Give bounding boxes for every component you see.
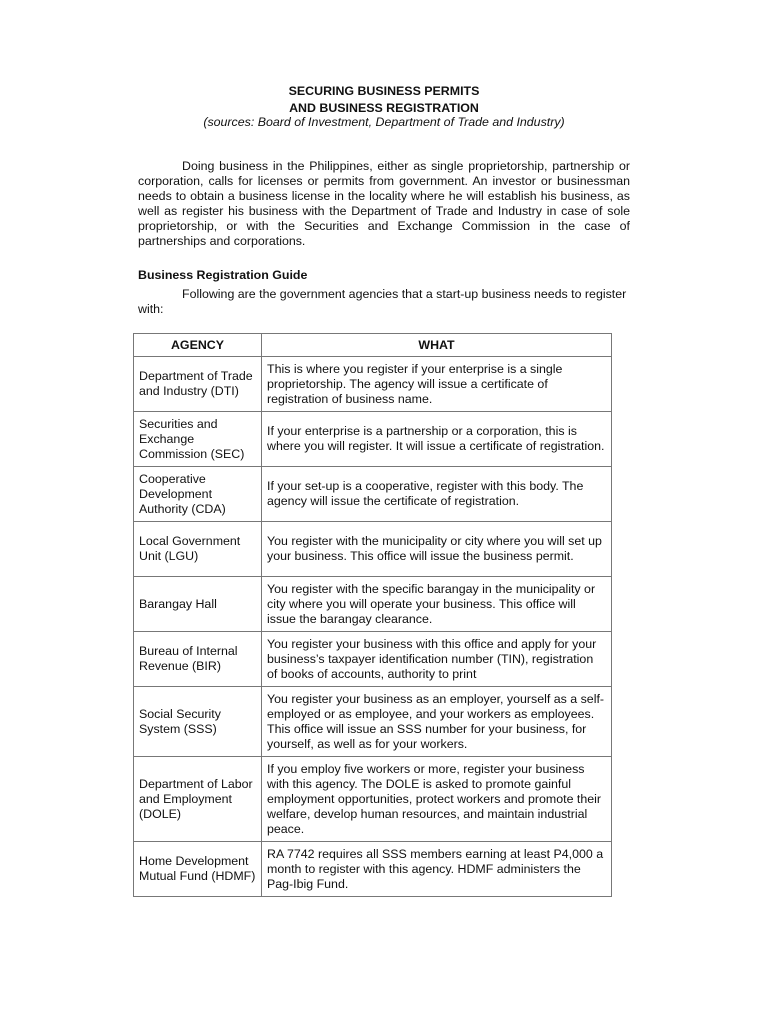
- table-row: [134, 842, 612, 897]
- what-cell: If your enterprise is a partnership or a corporation, this is where you will register. It will issue a certificate of registration.: [262, 412, 612, 467]
- table-row: [134, 757, 612, 842]
- header-agency: AGENCY: [134, 334, 262, 357]
- section-heading: Business Registration Guide: [138, 268, 308, 282]
- agency-cell: Barangay Hall: [134, 577, 262, 632]
- agency-cell: Department of Trade and Industry (DTI): [134, 357, 262, 412]
- what-cell: You register your business with this office and apply for your business’s taxpayer identification number (TIN), registration of books of accounts, authority to print: [262, 632, 612, 687]
- sources-note: (sources: Board of Investment, Department of Trade and Industry): [203, 115, 565, 129]
- agency-cell: Home Development Mutual Fund (HDMF): [134, 842, 262, 897]
- table-row: [134, 522, 612, 577]
- intro-paragraph: Doing business in the Philippines, either as single proprietorship, partnership or corporation, calls for licenses or permits from government. An investor or businessman needs to obtain a business license in the locality where he will establish his business, as well as register his business with the Department of Trade and Industry in case of sole proprietorship, or with the Securities and Exchange Commission in the case of partnerships and corporations.: [138, 159, 630, 248]
- agency-cell: Securities and Exchange Commission (SEC): [134, 412, 262, 467]
- lead-paragraph: Following are the government agencies that a start-up business needs to register with:: [138, 287, 627, 316]
- what-cell: You register your business as an employer, yourself as a self-employed or as employee, and your workers as employees. This office will issue an SSS number for your business, for yourself, as well as for your workers.: [262, 687, 612, 757]
- what-cell: You register with the specific barangay in the municipality or city where you will operate your business. This office will issue the barangay clearance.: [262, 577, 612, 632]
- agency-cell: Local Government Unit (LGU): [134, 522, 262, 577]
- title-line-2: AND BUSINESS REGISTRATION: [289, 101, 479, 115]
- table-row: [134, 467, 612, 522]
- agency-cell: Cooperative Development Authority (CDA): [134, 467, 262, 522]
- agency-cell: Department of Labor and Employment (DOLE): [134, 757, 262, 842]
- title-line-1: SECURING BUSINESS PERMITS: [288, 84, 480, 98]
- table-header-row: [134, 334, 612, 357]
- table-row: [134, 577, 612, 632]
- table-row: [134, 412, 612, 467]
- what-cell: You register with the municipality or city where you will set up your business. This office will issue the business permit.: [262, 522, 612, 577]
- what-cell: If your set-up is a cooperative, register with this body. The agency will issue the certificate of registration.: [262, 467, 612, 522]
- document-title: [0, 83, 768, 117]
- agency-table: [133, 333, 612, 897]
- table-row: [134, 687, 612, 757]
- agency-cell: Bureau of Internal Revenue (BIR): [134, 632, 262, 687]
- what-cell: RA 7742 requires all SSS members earning at least P4,000 a month to register with this agency. HDMF administers the Pag-Ibig Fund.: [262, 842, 612, 897]
- agency-cell: Social Security System (SSS): [134, 687, 262, 757]
- what-cell: This is where you register if your enterprise is a single proprietorship. The agency will issue a certificate of registration of business name.: [262, 357, 612, 412]
- table-row: [134, 357, 612, 412]
- table-row: [134, 632, 612, 687]
- what-cell: If you employ five workers or more, register your business with this agency. The DOLE is asked to promote gainful employment opportunities, protect workers and promote their welfare, develop human resources, and maintain industrial peace.: [262, 757, 612, 842]
- header-what: WHAT: [262, 334, 612, 357]
